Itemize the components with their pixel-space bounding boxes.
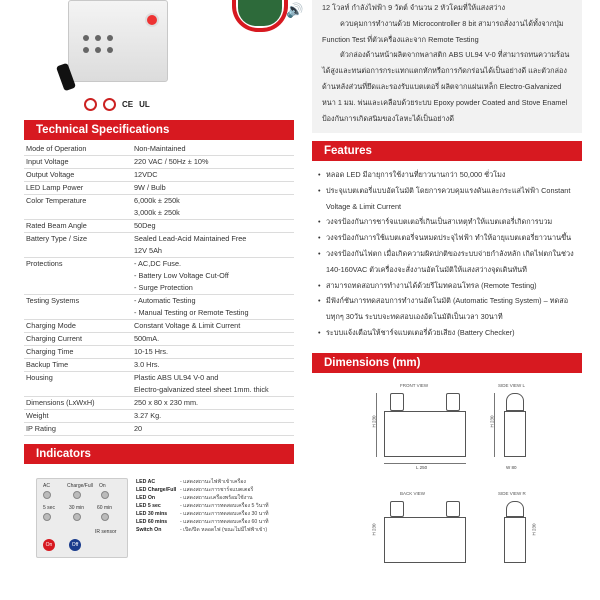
- indicator-item: [136, 502, 290, 510]
- indicator-item: [136, 518, 290, 526]
- spec-value: - Automatic Testing: [134, 295, 196, 305]
- indicator-name: LED AC: [136, 478, 156, 485]
- dimensions-heading: Dimensions (mm): [312, 353, 582, 373]
- spec-value: Plastic ABS UL94 V-0 and: [134, 372, 219, 382]
- back-height-label: H 230: [371, 523, 377, 536]
- dimensions-section: [312, 353, 582, 563]
- indicator-item: [136, 486, 290, 494]
- spec-row: [24, 396, 294, 409]
- spec-label-empty: [24, 384, 132, 396]
- side-view-l-label: SIDE VIEW L: [498, 382, 526, 388]
- tisi-logo-icon: [103, 98, 116, 111]
- description-paragraph: ตัวกล่องด้านหน้าผลิตจากพลาสติก ABS UL94 V-0 ที่สามารถทนความร้อนได้สูงและทนต่อการกระแทกแตกหักหรือการกัดกร่อนได้เป็นอย่างดี และตัวกล่องด้านหลังส่วนที่ยึดและรองรับแบตเตอรี่ ผลิตจากแผ่นเหล็ก Electro-Galvanized หนา 1 มม. พ่นและเคลือบด้วยระบบ Epoxy powder Coated and Stove Enamel ป้องกันการเกิดสนิมของโลหะได้เป็นอย่างดี: [322, 50, 570, 123]
- spec-row: [24, 257, 294, 269]
- spec-value: - AC,DC Fuse.: [134, 258, 182, 268]
- lamp-icon: [145, 13, 159, 27]
- right-column: [312, 0, 582, 563]
- spec-label: Rated Beam Angle: [24, 219, 132, 232]
- spec-row: [24, 332, 294, 345]
- features-list: [312, 167, 582, 341]
- spec-value: 50Deg: [132, 219, 294, 232]
- indicator-desc: - แสดงสถานะการทดสอบเครื่อง 30 นาที: [180, 510, 269, 517]
- tisi-logo-icon: [84, 98, 97, 111]
- spec-label-empty: [24, 207, 132, 219]
- spec-value: 250 x 80 x 230 mm.: [132, 396, 294, 409]
- features-heading: Features: [312, 141, 582, 161]
- spec-value: 12V 5Ah: [132, 245, 294, 257]
- spec-row: [24, 345, 294, 358]
- front-lamp-left-drawing: [390, 393, 404, 411]
- spec-value: - Manual Testing or Remote Testing: [132, 307, 294, 319]
- back-view-drawing: [384, 517, 466, 563]
- led-icon: [95, 35, 101, 41]
- panel-label-30m: 30 min: [69, 504, 85, 511]
- indicator-name: LED On: [136, 494, 156, 501]
- indicator-item: [136, 478, 290, 486]
- width-label: W 80: [506, 464, 517, 470]
- indicator-name: Switch On: [136, 526, 162, 533]
- spec-value: 10-15 Hrs.: [132, 345, 294, 358]
- spec-label-empty: [24, 282, 132, 294]
- spec-row: [24, 307, 294, 319]
- spec-value: 20: [132, 422, 294, 435]
- spec-row: [24, 143, 294, 155]
- spec-row: [24, 245, 294, 257]
- led-60m-icon: [101, 513, 109, 521]
- led-icon: [95, 47, 101, 53]
- spec-row: [24, 155, 294, 168]
- indicator-item: [136, 494, 290, 502]
- spec-row: [24, 358, 294, 371]
- spec-label: Housing: [26, 372, 53, 382]
- switch-on-button[interactable]: On: [43, 539, 55, 551]
- ce-mark: CE: [122, 100, 134, 109]
- side-r-lamp-drawing: [506, 501, 524, 517]
- spec-label: Backup Time: [24, 358, 132, 371]
- back-view-label: BACK VIEW: [400, 490, 426, 496]
- spec-label: Charging Time: [24, 345, 132, 358]
- panel-label-charge: Charge/Full: [67, 482, 93, 489]
- front-view-label: FRONT VIEW: [400, 382, 429, 388]
- spec-row: [24, 181, 294, 194]
- spec-label-empty: [24, 307, 132, 319]
- led-icon: [83, 47, 89, 53]
- speaker-icon: 🔊: [286, 2, 304, 18]
- spec-label: Mode of Operation: [24, 143, 132, 155]
- spec-row: [24, 409, 294, 422]
- indicator-desc: - แสดงสถานะการชาร์จแบตเตอรี่: [180, 486, 254, 493]
- spec-value: 3.0 Hrs.: [132, 358, 294, 371]
- feature-item: • หลอด LED มีอายุการใช้งานที่ยาวนานกว่า 50,000 ชั่วโมง: [318, 167, 582, 183]
- indicator-panel: [24, 468, 294, 558]
- spec-label: Battery Type / Size: [26, 233, 88, 243]
- indicator-desc: - เปิด/ปิด หลอดไฟ (ขณะไม่มีไฟฟ้าเข้า): [180, 526, 268, 533]
- indicator-item: [136, 526, 290, 534]
- panel-label-on: On: [99, 482, 106, 489]
- spec-row: [24, 294, 294, 306]
- feature-item: • วงจรป้องกันการใช้แบตเตอรี่จนหมดประจุไฟฟ้า ทำให้อายุแบตเตอรี่ยาวนานขึ้น: [318, 230, 582, 246]
- spec-value: Constant Voltage & Limit Current: [132, 319, 294, 332]
- indicator-desc: - แสดงสถานะไฟฟ้าเข้าเครื่อง: [180, 478, 246, 485]
- indicator-name: LED 60 mins: [136, 518, 168, 525]
- control-panel-image: [36, 478, 128, 558]
- spec-label: Charging Current: [24, 332, 132, 345]
- indicator-desc: - แสดงสถานะการทดสอบเครื่อง 5 วินาที: [180, 502, 269, 509]
- indicator-name: LED 5 sec: [136, 502, 161, 509]
- indicator-name: LED Charge/Full: [136, 486, 177, 493]
- side-r-height-label: H 230: [531, 523, 537, 536]
- panel-label-sensor: IR sensor: [95, 528, 117, 535]
- side-view-r-drawing: [504, 517, 526, 563]
- left-column: [24, 0, 304, 558]
- spec-row: [24, 371, 294, 383]
- side-view-drawing: [504, 411, 526, 457]
- feature-item: • ประจุแบตเตอรี่แบบอัตโนมัติ โดยการควบคุมแรงดันและกระแสไฟฟ้า Constant Voltage & Limit Current: [318, 183, 582, 215]
- side-lamp-drawing: [506, 393, 524, 411]
- feature-item: • วงจรป้องกันไฟตก เมื่อเกิดความผิดปกติของระบบจ่ายกำลังหลัก เกิดไฟตกในช่วง 140-160VAC ตัวเครื่องจะสั่งงานอัตโนมัติให้แสงสว่างจุดเดินทันที: [318, 246, 582, 278]
- back-lamp-right-drawing: [446, 501, 460, 517]
- spec-row: [24, 168, 294, 181]
- spec-row: [24, 282, 294, 294]
- spec-label: Output Voltage: [24, 168, 132, 181]
- led-icon: [107, 35, 113, 41]
- spec-value: 3,000k ± 250k: [132, 207, 294, 219]
- led-ac-icon: [43, 491, 51, 499]
- spec-label: Charging Mode: [24, 319, 132, 332]
- spec-value: Sealed Lead-Acid Maintained Free: [134, 233, 247, 243]
- spec-row: [24, 384, 294, 396]
- indicator-desc: - แสดงสถานะเครื่องพร้อมใช้งาน: [180, 494, 253, 501]
- spec-label: IP Rating: [24, 422, 132, 435]
- panel-label-60m: 60 min: [97, 504, 113, 511]
- spec-value: 9W / Bulb: [132, 181, 294, 194]
- led-icon: [107, 47, 113, 53]
- spec-value: - Battery Low Voltage Cut-Off: [134, 270, 229, 280]
- spec-row: [24, 422, 294, 435]
- length-label: L 250: [416, 464, 428, 470]
- spec-label: Input Voltage: [24, 155, 132, 168]
- led-on-icon: [101, 491, 109, 499]
- spec-value: 3.27 Kg.: [132, 409, 294, 422]
- feature-item: • สามารถทดสอบการทำงานได้ด้วยรีโมทคอนโทรล (Remote Testing): [318, 278, 582, 294]
- length-dimension-line: [384, 463, 466, 464]
- product-hero: [24, 0, 304, 120]
- indicator-desc: - แสดงสถานะการทดสอบเครื่อง 60 นาที: [180, 518, 269, 525]
- front-view-drawing: [384, 411, 466, 457]
- description-paragraph: ควบคุมการทำงานด้วย Microcontroller 8 bit สามารถสั่งงานได้ทั้งจากปุ่ม Function Test ที่ตัวเครื่องและจาก Remote Testing: [322, 18, 564, 44]
- spec-row: [24, 270, 294, 282]
- spec-value: 12VDC: [132, 168, 294, 181]
- spec-value: - Surge Protection: [132, 282, 294, 294]
- led-5s-icon: [43, 513, 51, 521]
- side-view-r-label: SIDE VIEW R: [498, 490, 526, 496]
- feature-item: • ระบบแจ้งเตือนให้ชาร์จแบตเตอรี่ด้วยเสียง (Battery Checker): [318, 325, 582, 341]
- spec-label: Weight: [24, 409, 132, 422]
- spec-row: [24, 219, 294, 232]
- spec-label: Testing Systems: [26, 295, 80, 305]
- spec-label: LED Lamp Power: [24, 181, 132, 194]
- indicator-legend: [136, 478, 290, 534]
- spec-value: 500mA.: [132, 332, 294, 345]
- tech-specs-table: [24, 143, 294, 436]
- panel-label-ac: AC: [43, 482, 50, 489]
- spec-label-empty: [24, 270, 132, 282]
- spec-value: Non-Maintained: [132, 143, 294, 155]
- spec-row: [24, 207, 294, 219]
- feature-item: • มีฟังก์ชันการทดสอบการทำงานอัตโนมัติ (Automatic Testing System) – ทดสอบทุกๆ 30วัน ระบบจะทดสอบเองอัตโนมัติเป็นเวลา 30นาที: [318, 293, 582, 325]
- spec-value: Electro-galvanized steel sheet 1mm. thick: [132, 384, 294, 396]
- indicators-heading: Indicators: [24, 444, 294, 464]
- side-height-label: H 230: [489, 415, 495, 428]
- spec-value: 6,000k ± 250k: [134, 195, 180, 205]
- spec-label: Color Temperature: [26, 195, 87, 205]
- indicator-name: LED 30 mins: [136, 510, 168, 517]
- spec-row: [24, 232, 294, 244]
- emergency-light-device-image: [68, 0, 168, 82]
- spec-label-empty: [24, 245, 132, 257]
- certification-logos: [84, 98, 150, 111]
- indicator-item: [136, 510, 290, 518]
- switch-off-button[interactable]: Off: [69, 539, 81, 551]
- back-lamp-left-drawing: [390, 501, 404, 517]
- led-charge-icon: [73, 491, 81, 499]
- feature-item: • วงจรป้องกันการชาร์จแบตเตอรี่เกินเป็นสาเหตุทำให้แบตเตอรี่เกิดการบวม: [318, 214, 582, 230]
- front-lamp-right-drawing: [446, 393, 460, 411]
- panel-label-5s: 5 sec: [43, 504, 55, 511]
- spec-label: Protections: [26, 258, 63, 268]
- spec-value: 220 VAC / 50Hz ± 10%: [132, 155, 294, 168]
- product-description: [312, 0, 582, 133]
- tech-specs-heading: Technical Specifications: [24, 120, 294, 140]
- spec-row: [24, 194, 294, 206]
- description-paragraph: 12 โวลท์ กำลังไฟฟ้า 9 วัตต์ จำนวน 2 หัวโคมที่ให้แสงสว่าง: [322, 3, 506, 12]
- ul-mark: UL: [139, 100, 150, 109]
- spec-label: Dimensions (LxWxH): [24, 396, 132, 409]
- spec-row: [24, 319, 294, 332]
- led-30m-icon: [73, 513, 81, 521]
- height-label: H 230: [371, 415, 377, 428]
- led-icon: [83, 35, 89, 41]
